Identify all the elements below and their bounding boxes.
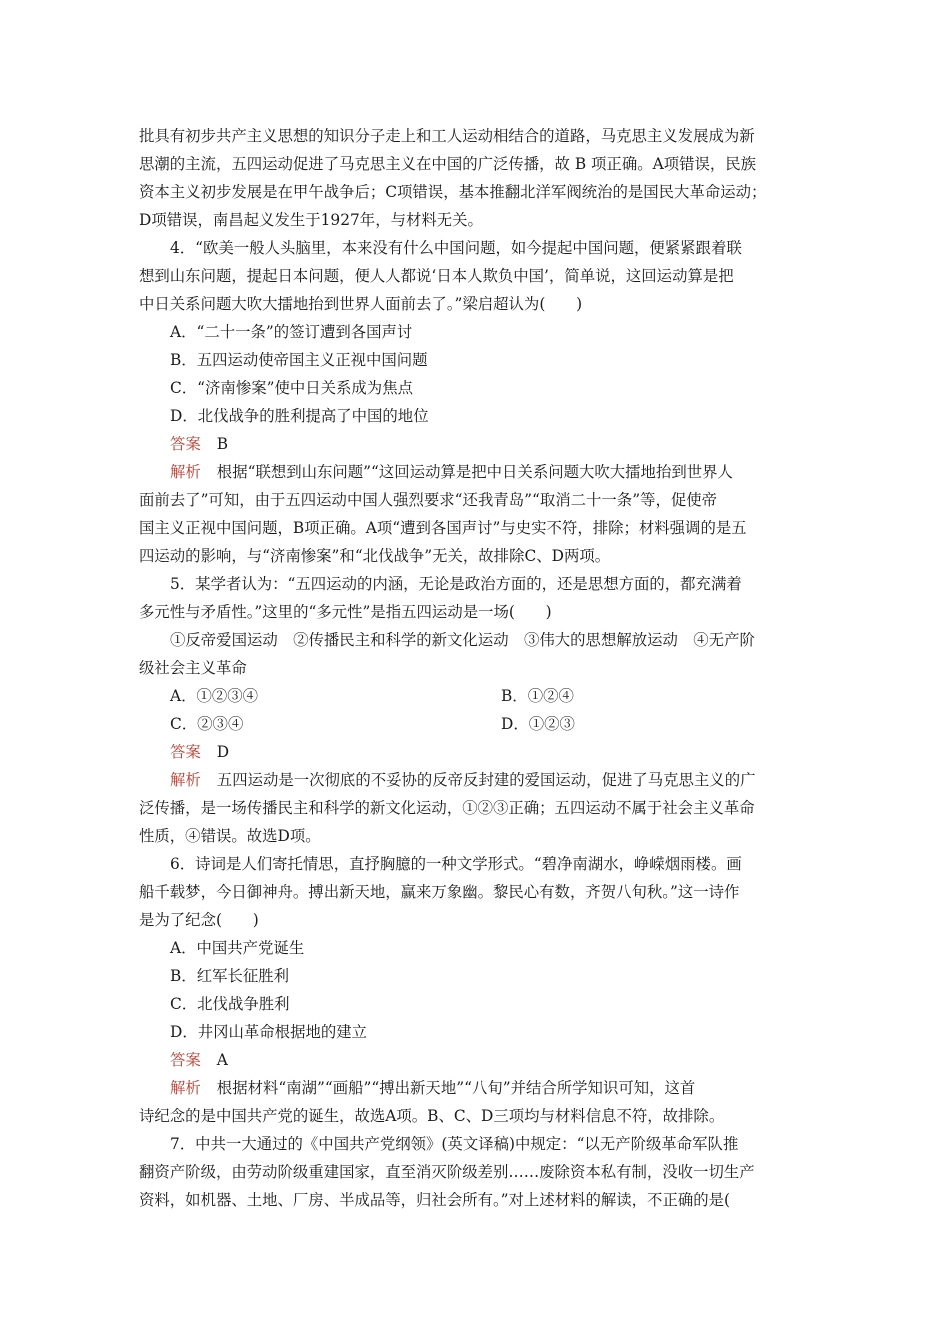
option-b: B．五四运动使帝国主义正视中国问题	[170, 351, 428, 369]
options-row	[139, 682, 815, 710]
option-c: C．②③④	[170, 715, 244, 733]
text-line: 思潮的主流，五四运动促进了马克思主义在中国的广泛传播，故 B 项正确。A项错误，民族	[139, 155, 757, 173]
text-line: D项错误，南昌起义发生于1927年，与材料无关。	[139, 211, 483, 229]
analysis-paragraph: 解析 根据“联想到山东问题”“这回运动算是把中日关系问题大吹大擂地抬到世界人 面前去了”可知，由于五四运动中国人强烈要求“还我青岛”“取消二十一条”等，促使帝 国主义正视中国问题，B项正确。A项“遭到各国声讨”与史实不符，排除；材料强调的是五 四运动的影响，与“济南惨案”和“北伐战争”无关，故排除C、D两项。	[139, 463, 747, 565]
answer-line	[139, 430, 815, 458]
question-4	[139, 234, 815, 570]
option-d: D．①②③	[501, 715, 575, 733]
answer-line	[139, 1046, 815, 1074]
option-a: A．“二十一条”的签订遭到各国声讨	[170, 323, 413, 341]
question-stem: 6．诗词是人们寄托情思，直抒胸臆的一种文学形式。“碧净南湖水，峥嵘烟雨楼。画 船千载梦，今日御神舟。搏出新天地，赢来万象幽。黎民心有数，齐贺八旬秋。”这一诗作 是为了纪念( )	[139, 855, 742, 929]
analysis-continuation	[139, 122, 815, 234]
answer-value: A	[216, 1051, 228, 1069]
analysis-paragraph: 解析 根据材料“南湖”“画船”“搏出新天地”“八旬”并结合所学知识可知，这首 诗纪念的是中国共产党的诞生，故选A项。B、C、D三项均与材料信息不符，故排除。	[139, 1079, 725, 1125]
text-line: 批具有初步共产主义思想的知识分子走上和工人运动相结合的道路，马克思主义发展成为新	[139, 127, 755, 145]
analysis-paragraph: 解析 五四运动是一次彻底的不妥协的反帝反封建的爱国运动，促进了马克思主义的广 泛传播，是一场传播民主和科学的新文化运动，①②③正确；五四运动不属于社会主义革命 性质，④错误。故选D项。	[139, 771, 756, 845]
option-d: D．井冈山革命根据地的建立	[170, 1023, 368, 1041]
option-a: A．中国共产党诞生	[170, 939, 305, 957]
page-content	[139, 122, 815, 1214]
question-items: ①反帝爱国运动 ②传播民主和科学的新文化运动 ③伟大的思想解放运动 ④无产阶 级社会主义革命	[139, 631, 755, 677]
answer-label: 答案	[170, 1051, 201, 1069]
option-c: C．北伐战争胜利	[170, 995, 290, 1013]
answer-line	[139, 738, 815, 766]
answer-label: 答案	[170, 435, 201, 453]
question-stem: 7．中共一大通过的《中国共产党纲领》(英文译稿)中规定：“以无产阶级革命军队推 翻资产阶级，由劳动阶级重建国家，直至消灭阶级差别……废除资本私有制，没收一切生产 资料，如机器、土地、厂房、半成品等，归社会所有。”对上述材料的解读，不正确的是(	[139, 1135, 755, 1209]
answer-value: D	[216, 743, 230, 761]
option-a: A．①②③④	[170, 687, 259, 705]
question-stem: 5．某学者认为：“五四运动的内涵，无论是政治方面的，还是思想方面的，都充满着 多元性与矛盾性。”这里的“多元性”是指五四运动是一场( )	[139, 575, 742, 621]
question-5	[139, 570, 815, 850]
question-stem: 4．“欧美一般人头脑里，本来没有什么中国问题，如今提起中国问题，便紧紧跟着联 想到山东问题，提起日本问题，便人人都说‘日本人欺负中国’，简单说，这回运动算是把 中日关系问题大吹大擂地抬到世界人面前去了。”梁启超认为( )	[139, 239, 742, 313]
option-d: D．北伐战争的胜利提高了中国的地位	[170, 407, 429, 425]
text-line: 资本主义初步发展是在甲午战争后；C项错误，基本推翻北洋军阀统治的是国民大革命运动；	[139, 183, 767, 201]
analysis-label: 解析	[170, 771, 201, 789]
question-7	[139, 1130, 815, 1214]
answer-value: B	[216, 435, 229, 453]
options-row	[139, 710, 815, 738]
option-b: B．①②④	[501, 687, 574, 705]
question-6	[139, 850, 815, 1130]
option-c: C．“济南惨案”使中日关系成为焦点	[170, 379, 413, 397]
analysis-label: 解析	[170, 1079, 201, 1097]
option-b: B．红军长征胜利	[170, 967, 290, 985]
analysis-label: 解析	[170, 463, 201, 481]
answer-label: 答案	[170, 743, 201, 761]
